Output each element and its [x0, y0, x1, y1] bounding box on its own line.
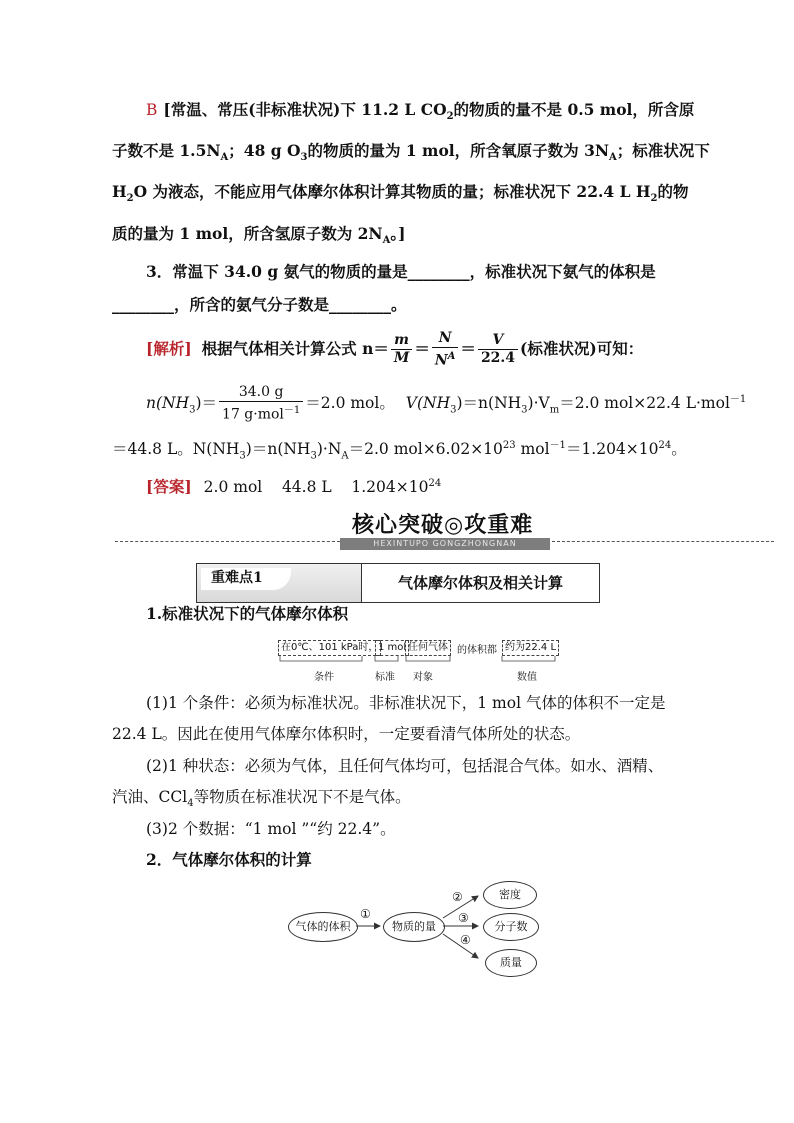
node-gas-volume: 气体的体积 — [288, 912, 358, 942]
analysis-line3: ＝44.8 L。$N(NH_3)=n(NH_3)\cdot N_A=2.0$ $mol\times 6.02\times 10^{23}$ $mol^{-1}=1.204\times 10^{24}$。 — [112, 440, 687, 462]
answer-letter: B — [146, 101, 158, 119]
question-3-line2: ________，所含的氨气分子数是________。 — [112, 295, 407, 314]
node-mass: 质量 — [485, 949, 537, 977]
mark-2: ② — [452, 890, 463, 904]
analysis-tag: [解析] — [146, 338, 192, 358]
diagram-standard: 1 mol — [375, 640, 409, 656]
diagram-condition: 在0℃、101 kPa时， — [278, 640, 381, 656]
divider-right — [552, 541, 774, 542]
keypoint-box — [196, 563, 600, 603]
keypoint-title: 气体摩尔体积及相关计算 — [397, 574, 563, 592]
mark-3: ③ — [458, 911, 469, 925]
node-density: 密度 — [483, 881, 537, 909]
mark-4: ④ — [460, 933, 471, 947]
diagram-object: 任何气体 — [405, 640, 451, 656]
caption-condition: 条件 — [314, 672, 334, 683]
sec1-p2a: (2)1 种状态：必须为气体，且任何气体均可，包括混合气体。如水、酒精、 — [146, 757, 664, 775]
sec1-p1a: (1)1 个条件：必须为标准状况。非标准状况下，1 mol 气体的体积不一定是 — [146, 694, 666, 712]
answer-b-line4: 质的量为 1 mol，所含氢原子数为 $2N_A$。] — [112, 224, 406, 247]
banner-subtitle: HEXINTUPO GONGZHONGNAN — [340, 538, 550, 550]
diagram-brackets — [270, 655, 570, 669]
sec1-p1b: 22.4 L。因此在使用气体摩尔体积时，一定要看清气体所处的状态。 — [112, 725, 581, 743]
keypoint-tab: 重难点1 — [201, 568, 291, 590]
section2-heading: 2．气体摩尔体积的计算 — [146, 850, 312, 869]
answer-b-line3: $H_2O$ 为液态，不能应用气体摩尔体积计算其物质的量；标准状况下 22.4 L $H_2$的物 — [112, 182, 689, 205]
answer-tag: [答案] — [146, 477, 192, 497]
caption-object: 对象 — [413, 672, 433, 683]
section-banner — [340, 508, 550, 548]
caption-value: 数值 — [517, 672, 537, 683]
sec1-p2b: 汽油、CCl$_4$等物质在标准状况下不是气体。 — [112, 788, 411, 810]
node-amount-of-substance: 物质的量 — [383, 912, 445, 942]
answer-b-line1: B [常温、常压(非标准状况)下 11.2 L $CO_2$的物质的量不是 0.5 mol，所含原 — [146, 100, 695, 123]
banner-title: 核心突破◎攻重难 — [352, 513, 534, 538]
answer-b-line2: 子数不是 $1.5N_A$；48 g $O_3$的物质的量为 1 mol，所含氧原子数为 $3N_A$；标准状况下 — [112, 141, 710, 164]
divider-left — [115, 541, 340, 542]
diagram-value: 约为22.4 L — [502, 640, 559, 656]
section1-heading: 1.标准状况下的气体摩尔体积 — [146, 604, 349, 623]
question-3-line1: 3．常温下 34.0 g 氨气的物质的量是________，标准状况下氨气的体积是 — [146, 262, 656, 281]
caption-standard: 标准 — [375, 672, 395, 683]
mark-1: ① — [360, 907, 371, 921]
answer-line: [答案] 2.0 mol 44.8 L $1.204\times 10^{24}$ — [146, 477, 442, 497]
analysis-calc1: $n(NH_3)=$ $\frac{34.0 g}{17 g\cdot mol^{-1}}$ ＝2.0 mol。 $V(NH_3)=n(NH_3)\cdot V_m=2.0$ mol×22.4 L·mol$^{-1}$ — [146, 384, 747, 423]
sec1-p3: (3)2 个数据：“1 mol ”“约 22.4”。 — [146, 820, 396, 838]
diagram-mid-text: 的体积都 — [457, 645, 497, 656]
node-molecule-count: 分子数 — [483, 913, 539, 941]
analysis-line1: [解析] 根据气体相关计算公式 n＝ $\frac{m}{M}$ ＝ $\frac{N}{N^A}$ ＝ $\frac{V}{22.4}$ (标准状况)可知： — [146, 330, 644, 369]
